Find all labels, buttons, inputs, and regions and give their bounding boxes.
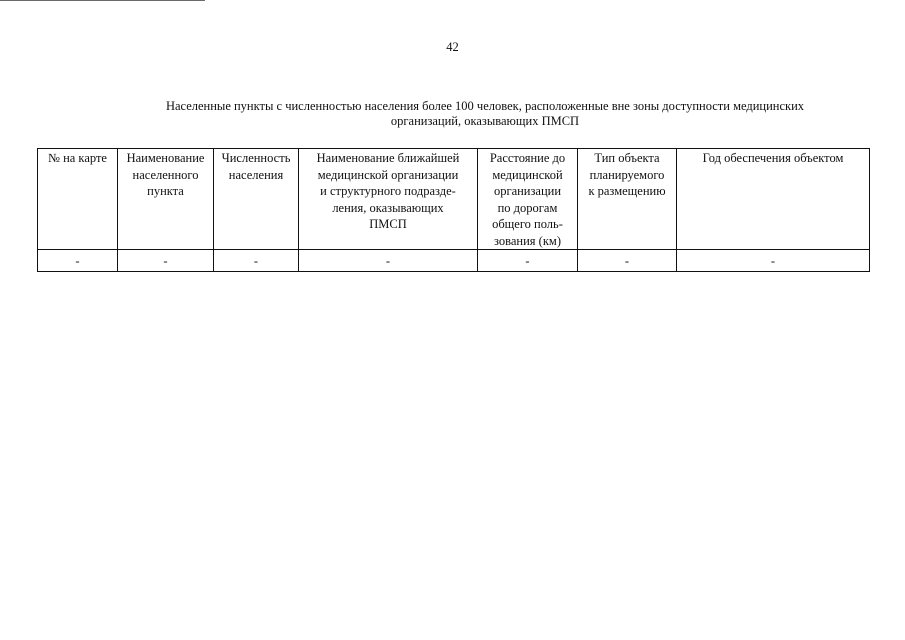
header-line: ПМСП <box>369 217 407 231</box>
header-distance <box>478 149 578 250</box>
header-line: пункта <box>147 184 184 198</box>
table-cell: - <box>299 250 478 272</box>
header-line: планируемого <box>589 167 665 182</box>
settlements-table <box>37 148 870 272</box>
header-line: Расстояние до <box>489 151 566 165</box>
table-cell: - <box>677 250 870 272</box>
header-line: Численность <box>221 151 291 165</box>
header-line: ления, оказывающих <box>332 200 444 215</box>
header-line: медицинской <box>492 167 563 182</box>
table-cell: - <box>118 250 214 272</box>
header-nearest-organization <box>299 149 478 250</box>
header-line: общего поль- <box>492 217 563 231</box>
header-map-number <box>38 149 118 250</box>
header-line: зования (км) <box>494 233 561 248</box>
header-line: населения <box>228 167 284 182</box>
table-body <box>38 250 870 272</box>
table-cell: - <box>214 250 299 272</box>
table-cell: - <box>578 250 677 272</box>
table-cell: - <box>38 250 118 272</box>
header-row <box>38 149 870 250</box>
header-line: медицинской организации <box>317 167 459 182</box>
document-title <box>70 99 900 129</box>
document-title-line-2: организаций, оказывающих ПМСП <box>390 114 580 128</box>
header-line: к размещению <box>588 184 666 198</box>
header-line: Тип объекта <box>594 151 660 165</box>
page-number: 42 <box>446 40 459 54</box>
header-population <box>214 149 299 250</box>
header-line: № на карте <box>48 151 107 165</box>
header-provision-year <box>677 149 870 250</box>
header-line: Год обеспечения объектом <box>702 151 844 165</box>
header-line: и структурного подразде- <box>320 184 456 198</box>
header-line: Наименование <box>126 151 205 165</box>
header-settlement-name <box>118 149 214 250</box>
table-row <box>38 250 870 272</box>
scan-artifact-line <box>0 0 205 1</box>
header-line: Наименование ближайшей <box>316 151 460 165</box>
header-line: организации <box>493 184 562 198</box>
table-header <box>38 149 870 250</box>
header-object-type <box>578 149 677 250</box>
table-cell: - <box>478 250 578 272</box>
header-line: по дорогам <box>497 200 558 215</box>
document-title-line-1: Населенные пункты с численностью населения более 100 человек, расположенные вне зоны доступности медицинских <box>165 99 805 113</box>
header-line: населенного <box>132 167 199 182</box>
